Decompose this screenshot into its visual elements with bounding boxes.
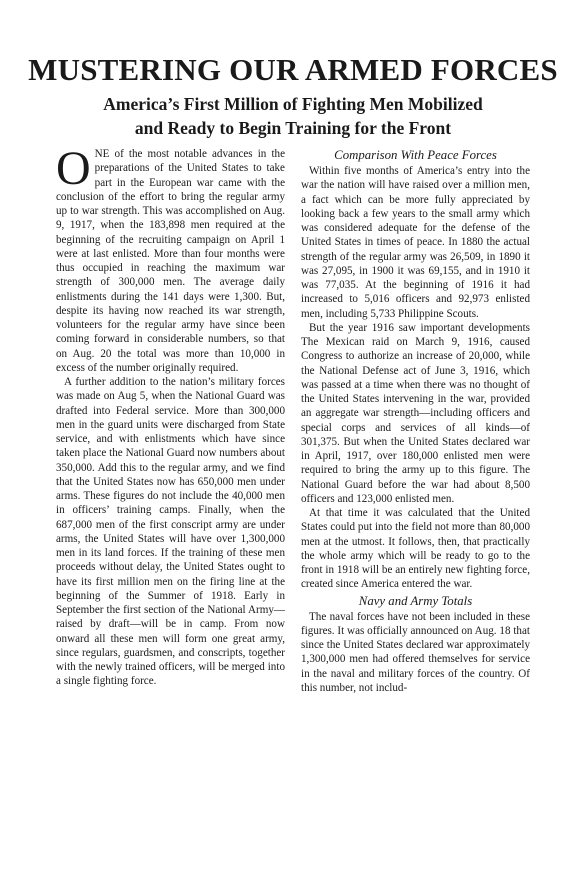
- left-column: [56, 142, 285, 689]
- subheadline-line-2: and Ready to Begin Training for the Front: [134, 118, 452, 138]
- section-heading-totals: Navy and Army Totals: [358, 593, 473, 608]
- right-paragraph-1: Within five months of America’s entry into the war the nation will have raised over a million men, a fact which can be more fully appreciated by looking back a few years to the small army which was considered adequate for the defense of the United States in times of peace. In 1880 the actual strength of the regular army was 26,509, in 1890 it was 27,095, in 1900 it was 69,155, and in 1910 it was 77,035. At the beginning of 1916 it had increased to 5,016 officers and 92,973 enlisted men, including 5,733 Philippine Scouts.: [301, 165, 530, 320]
- right-column: [301, 147, 530, 695]
- subheadline-line-1: America’s First Million of Fighting Men Mobilized: [103, 94, 483, 114]
- right-paragraph-2: But the year 1916 saw important developments The Mexican raid on March 9, 1916, caused Congress to authorize an increase of 20,000, while the National Defense act of June 3, 1916, which was passed at a time when there was no thought of the United States intervening in the war, provided an aggregate war strength—including officers and special corps and services of all kinds—of 301,375. But when the United States declared war in April, 1917, over 180,000 enlisted men were required to bring the army up to this figure. The National Guard before the war had about 8,500 officers and 123,000 enlisted men.: [301, 321, 530, 505]
- left-paragraph-2: A further addition to the nation’s military forces was made on Aug 5, when the National Guard was drafted into Federal service. More than 300,000 men in the guard units were discharged from State service, and with enlistments which have since taken place the National Guard now numbers about 350,000. Add this to the regular army, and we find that the United States now has 650,000 men under arms. These figures do not include the 40,000 men in officers’ training camps. Finally, when the 687,000 men of the first conscript army are under arms, the United States will have over 1,300,000 men in its land forces. If the training of these men proceeds without delay, the United States ought to have its first million men on the firing line at the beginning of the Summer of 1918. Early in September the first section of the National Army—raised by draft—will be in camp. From now onward all these men will form one great army, since regulars, guardsmen, and conscripts, together with the newly trained officers, will be merged into a single fighting force.: [56, 376, 285, 688]
- left-paragraph-1-text: NE of the most notable advances in the preparations of the United States to take part in the European war came with the conclusion of the effort to bring the regular army up to war strength. This was accomplished on Aug. 9, 1917, when the 183,898 men required at the beginning of the recruiting campaign on April 1 were at last enlisted. More than four months were thus occupied in reaching the maximum war strength of 300,000 men. The average daily enlistments during the 141 days were 1,300. But, despite its having now reached its war strength, volunteers for the regular army have since been coming forward in considerable numbers, so that on Aug. 20 the total was more than 10,000 in excess of the number originally required.: [56, 148, 285, 374]
- drop-cap: O: [56, 142, 91, 195]
- section-heading-comparison: Comparison With Peace Forces: [334, 148, 497, 162]
- right-paragraph-4: The naval forces have not been included in these figures. It was officially announced on Aug. 18 that since the United States declared war approximately 1,300,000 men had offered themselves for service in the naval and military forces of the country. Of this number, not includ-: [301, 610, 530, 694]
- headline: MUSTERING OUR ARMED FORCES: [28, 52, 558, 87]
- right-paragraph-3: At that time it was calculated that the United States could put into the field not more than 80,000 men at the utmost. It follows, then, that practically the whole army which will be ready to go to the front in 1918 will be an entirely new fighting force, created since America entered the war.: [301, 507, 530, 591]
- left-paragraph-1: [56, 142, 285, 375]
